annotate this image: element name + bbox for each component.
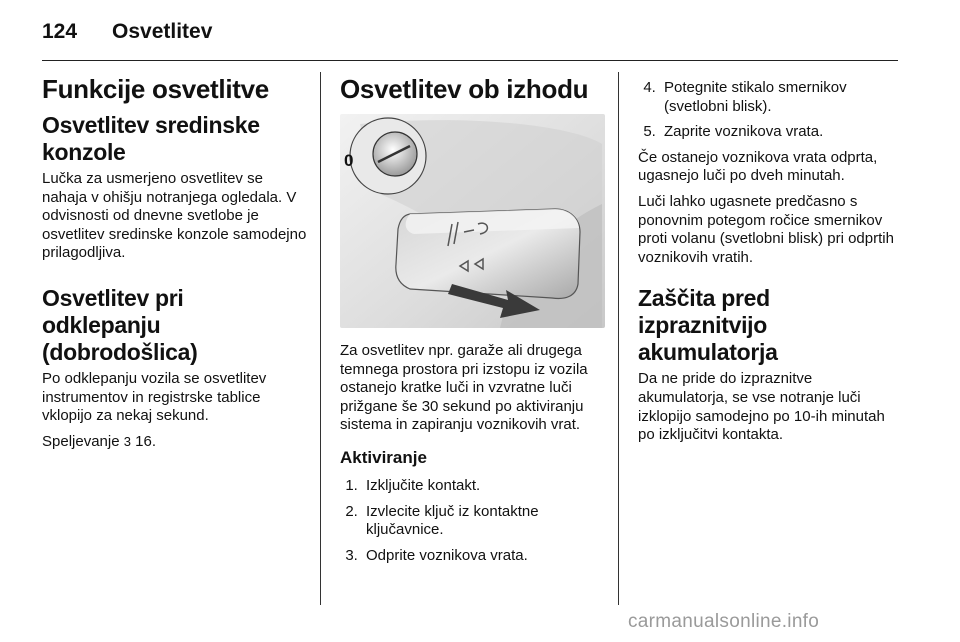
heading-activation: Aktiviranje <box>340 447 427 467</box>
column-3 <box>638 74 904 452</box>
turn-signal-lever-illustration <box>340 114 605 328</box>
paragraph-door-open: Če ostanejo voznikova vrata odprta, ugasnejo luči po dveh minutah. <box>638 148 878 185</box>
activation-steps-list <box>340 477 605 565</box>
activation-steps-continued-list <box>638 79 904 142</box>
paragraph-early-switch-off: Luči lahko ugasnete predčasno s ponovnim potegom ročice smernikov proti volanu (svetlobni blisk) pri odprtih voznikovih vratih. <box>638 192 894 266</box>
list-item: 5. Zaprite voznikova vrata. <box>660 123 904 142</box>
section-title-exit-lighting: Osvetlitev ob izhodu <box>340 74 589 104</box>
list-item: 1. Izključite kontakt. <box>362 477 605 496</box>
column-1 <box>42 74 308 458</box>
reference-arrow-icon: 3 <box>123 433 131 449</box>
paragraph-battery-protection: Da ne pride do izpraznitve akumulatorja, se vse notranje luči izklopijo samodejno po 10-ih minutah po izključitvi kontakta. <box>638 370 885 444</box>
cross-reference-label: Speljevanje <box>42 432 120 450</box>
header-rule <box>42 60 898 61</box>
chapter-title: Funkcije osvetlitve <box>42 74 269 104</box>
column-divider <box>320 72 321 605</box>
heading-center-console: Osvetlitev sredinske konzole <box>42 112 260 165</box>
list-item: 4. Potegnite stikalo smernikov (svetlobni blisk). <box>660 79 904 116</box>
page-number: 124 <box>42 20 78 43</box>
column-divider <box>618 72 619 605</box>
running-header: Osvetlitev <box>112 20 213 43</box>
heading-unlock-lighting: Osvetlitev pri odklepanju (dobrodošlica) <box>42 284 198 365</box>
cross-reference <box>42 433 308 452</box>
figure-label-0: 0 <box>344 151 354 170</box>
watermark: carmanualsonline.info <box>628 611 820 632</box>
heading-battery-protection: Zaščita pred izpraznitvijo akumulatorja <box>638 285 778 366</box>
list-item: 2. Izvlecite ključ iz kontaktne ključavnice. <box>362 503 605 540</box>
paragraph-exit-lighting: Za osvetlitev npr. garaže ali drugega temnega prostora pri izstopu iz vozila ostanejo kratke luči in vzvratne luči prižgane še 30 sekund po aktiviranju sistema in zapiranju voznikovih vrat. <box>340 342 588 434</box>
list-item: 3. Odprite voznikova vrata. <box>362 547 605 566</box>
paragraph-center-console: Lučka za usmerjeno osvetlitev se nahaja v ohišju notranjega ogledala. V odvisnosti od dnevne svetlobe je osvetlitev sredinske konzole samodejno prilagodljiva. <box>42 170 307 262</box>
column-2 <box>340 74 605 572</box>
paragraph-unlock-lighting: Po odklepanju vozila se osvetlitev instrumentov in registrske tablice vklopijo za nekaj sekund. <box>42 369 267 425</box>
cross-reference-page[interactable]: 16. <box>135 432 156 450</box>
